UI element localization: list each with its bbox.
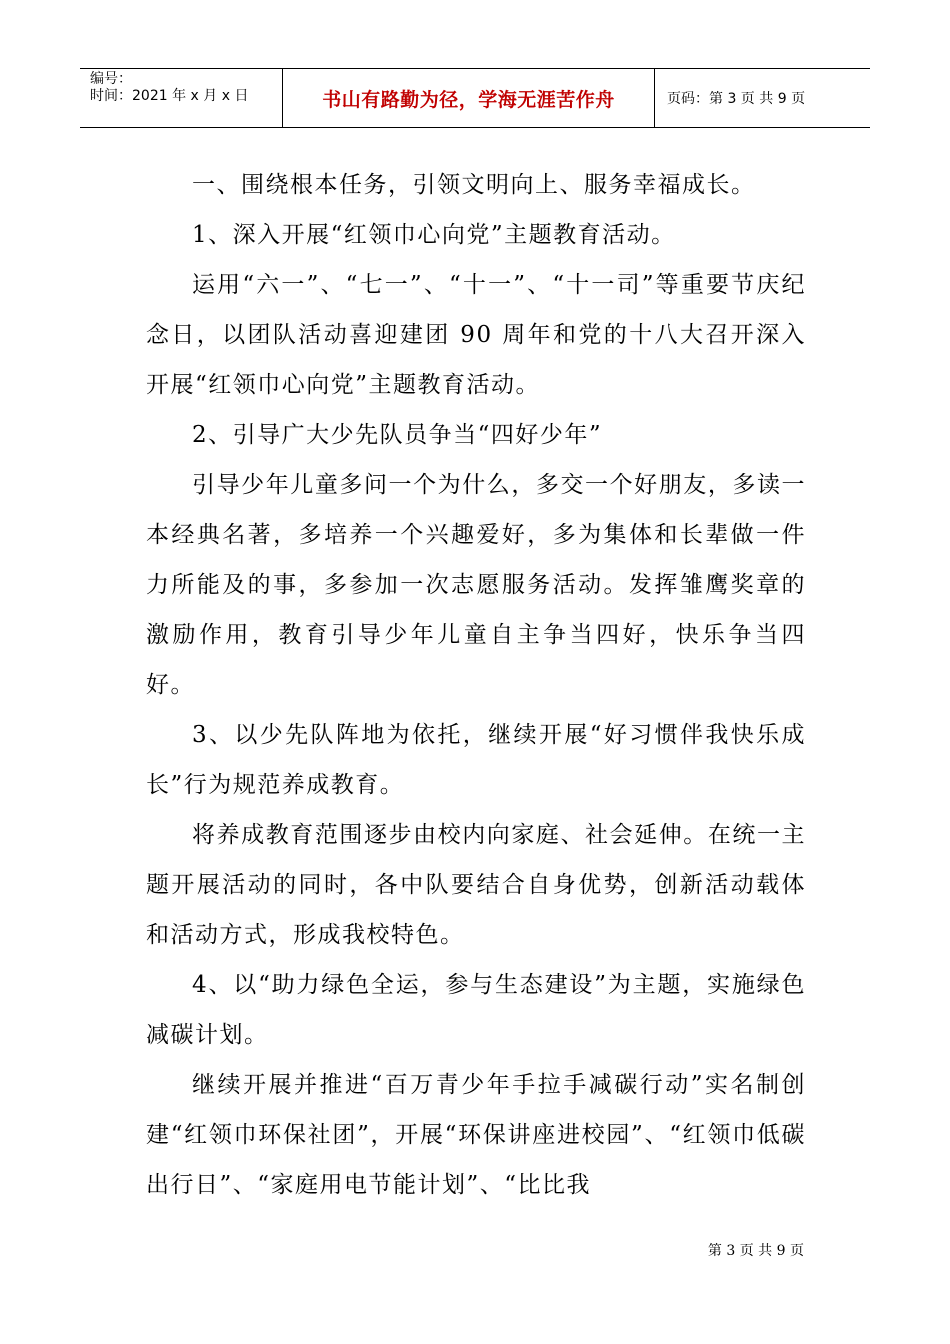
body-paragraph: 将养成教育范围逐步由校内向家庭、社会延伸。在统一主题开展活动的同时，各中队要结合自身优势，创新活动载体和活动方式，形成我校特色。 <box>146 822 806 948</box>
header-page-code: 页码：第 3 页 共 9 页 <box>667 91 806 107</box>
header-motto-cell <box>283 69 655 127</box>
document-header <box>80 68 870 128</box>
document-time-label: 时间：2021 年 x 月 x 日 <box>90 88 249 104</box>
body-paragraph: 继续开展并推进“百万青少年手拉手减碳行动”实名制创建“红领巾环保社团”，开展“环保讲座进校园”、“红领巾低碳出行日”、“家庭用电节能计划”、“比比我 <box>146 1072 806 1198</box>
section-heading: 一、围绕根本任务，引领文明向上、服务幸福成长。 <box>192 172 756 198</box>
header-meta-cell <box>80 69 283 127</box>
subsection-heading: 2、引导广大少先队员争当“四好少年” <box>192 422 603 448</box>
body-paragraph: 运用“六一”、“七一”、“十一”、“十一司”等重要节庆纪念日，以团队活动喜迎建团 90 周年和党的十八大召开深入开展“红领巾心向党”主题教育活动。 <box>146 272 806 398</box>
subsection-heading: 4、以“助力绿色全运，参与生态建设”为主题，实施绿色减碳计划。 <box>146 972 806 1048</box>
body-paragraph: 引导少年儿童多问一个为什么，多交一个好朋友，多读一本经典名著，多培养一个兴趣爱好，多为集体和长辈做一件力所能及的事，多参加一次志愿服务活动。发挥雏鹰奖章的激励作用，教育引导少年儿童自主争当四好，快乐争当四好。 <box>146 472 806 698</box>
header-page-cell <box>655 69 870 127</box>
page-footer: 第 3 页 共 9 页 <box>707 1243 804 1259</box>
document-body <box>146 160 806 1210</box>
subsection-heading: 1、深入开展“红领巾心向党”主题教育活动。 <box>192 222 676 248</box>
subsection-heading: 3、以少先队阵地为依托，继续开展“好习惯伴我快乐成长”行为规范养成教育。 <box>146 722 806 798</box>
header-motto: 书山有路勤为径，学海无涯苦作舟 <box>322 88 615 111</box>
document-number-label: 编号： <box>90 71 132 87</box>
